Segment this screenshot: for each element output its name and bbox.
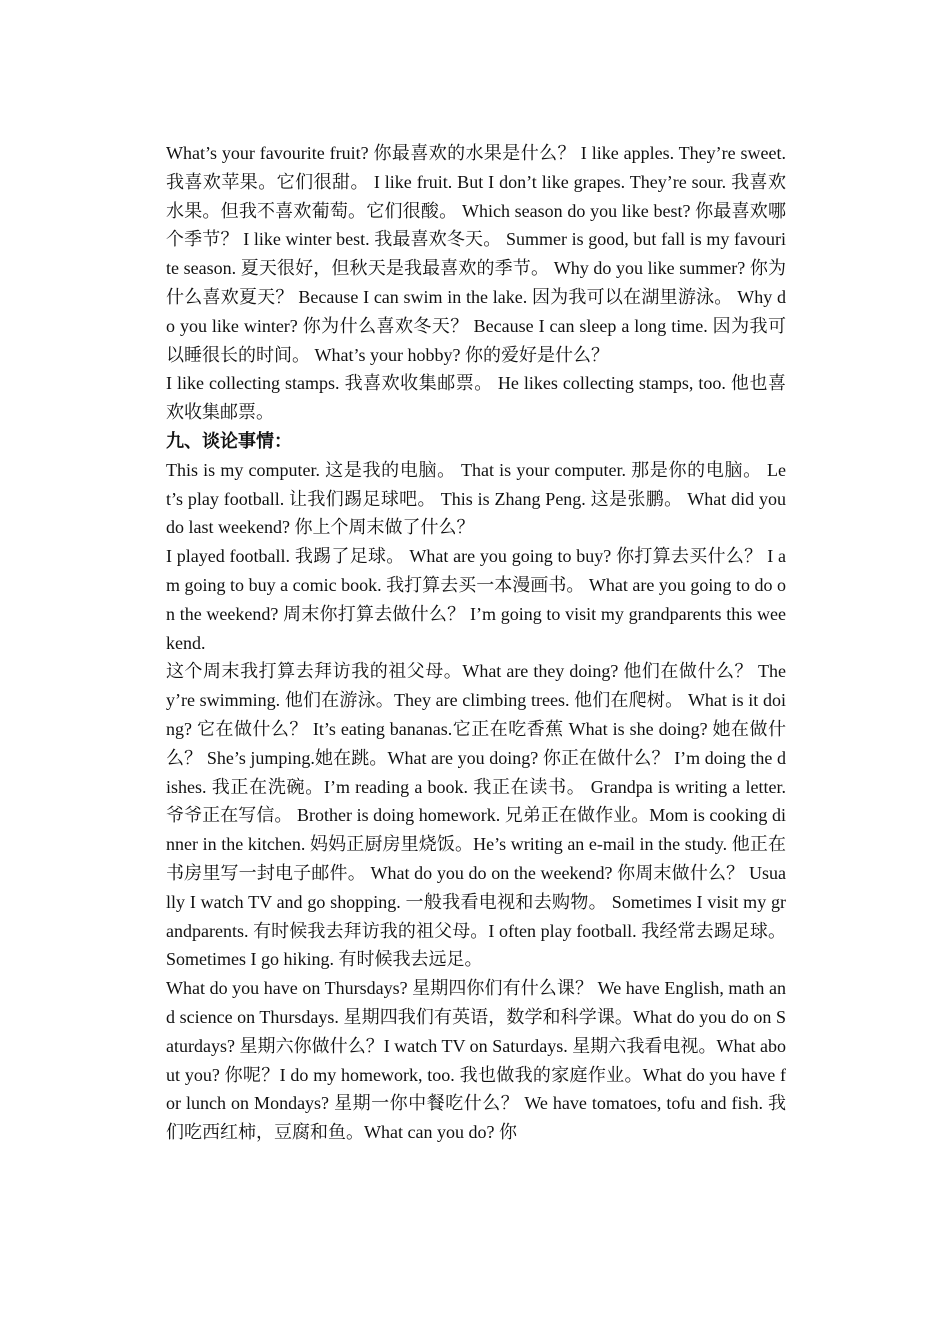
paragraph-doing: 这个周末我打算去拜访我的祖父母。What are they doing? 他们在做什么？ They’re swimming. 他们在游泳。They are climbing trees. 他们在爬树。 What is it doing? 它在做什么？ It’s eating bananas.它正在吃香蕉 What is she doing? 她在做什么？ She’s jumping.她在跳。What are you doing? 你正在做什么？ I’m doing the dishes. 我正在洗碗。I’m reading a book. 我正在读书。 Grandpa is writing a letter. 爷爷正在写信。 Brother is doing homework. 兄弟正在做作业。Mom is cooking dinner in the kitchen. 妈妈正厨房里烧饭。He’s writing an e-mail in the study. 他正在书房里写一封电子邮件。 What do you do on the weekend? 你周末做什么？ Usually I watch TV and go shopping. 一般我看电视和去购物。 Sometimes I visit my grandparents. 有时候我去拜访我的祖父母。I often play football. 我经常去踢足球。Sometimes I go hiking. 有时候我去远足。 [166, 661, 786, 970]
paragraph-hobby-answer: I like collecting stamps. 我喜欢收集邮票。 He likes collecting stamps, too. 他也喜欢收集邮票。 [166, 373, 786, 423]
paragraph-going-to: I played football. 我踢了足球。 What are you going to buy? 你打算去买什么？ I am going to buy a comic book. 我打算去买一本漫画书。 What are you going to do on the weekend? 周末你打算去做什么？ I’m going to visit my grandparents this weekend. [166, 546, 786, 653]
paragraph-this-is: This is my computer. 这是我的电脑。 That is your computer. 那是你的电脑。 Let’s play football. 让我们踢足球吧。 This is Zhang Peng. 这是张鹏。 What did you do last weekend? 你上个周末做了什么？ [166, 459, 786, 538]
paragraph-favourites: What’s your favourite fruit? 你最喜欢的水果是什么？ I like apples. They’re sweet. 我喜欢苹果。它们很甜。 I like fruit. But I don’t like grapes. They’re sour. 我喜欢水果。但我不喜欢葡萄。它们很酸。 Which season do you like best? 你最喜欢哪个季节？ I like winter best. 我最喜欢冬天。 Summer is good, but fall is my favourite season. 夏天很好，但秋天是我最喜欢的季节。 Why do you like summer? 你为什么喜欢夏天？ Because I can swim in the lake. 因为我可以在湖里游泳。 Why do you like winter? 你为什么喜欢冬天？ Because I can sleep a long time. 因为我可以睡很长的时间。 What’s your hobby? 你的爱好是什么？ [166, 143, 786, 365]
document-page [166, 139, 786, 1147]
section-heading: 九、谈论事情： [166, 430, 292, 451]
paragraph-weekdays: What do you have on Thursdays? 星期四你们有什么课？ We have English, math and science on Thursdays. 星期四我们有英语，数学和科学课。What do you do on Saturdays? 星期六你做什么？I watch TV on Saturdays. 星期六我看电视。What about you? 你呢？I do my homework, too. 我也做我的家庭作业。What do you have for lunch on Mondays? 星期一你中餐吃什么？ We have tomatoes, tofu and fish. 我们吃西红柿，豆腐和鱼。What can you do? 你 [166, 978, 786, 1143]
